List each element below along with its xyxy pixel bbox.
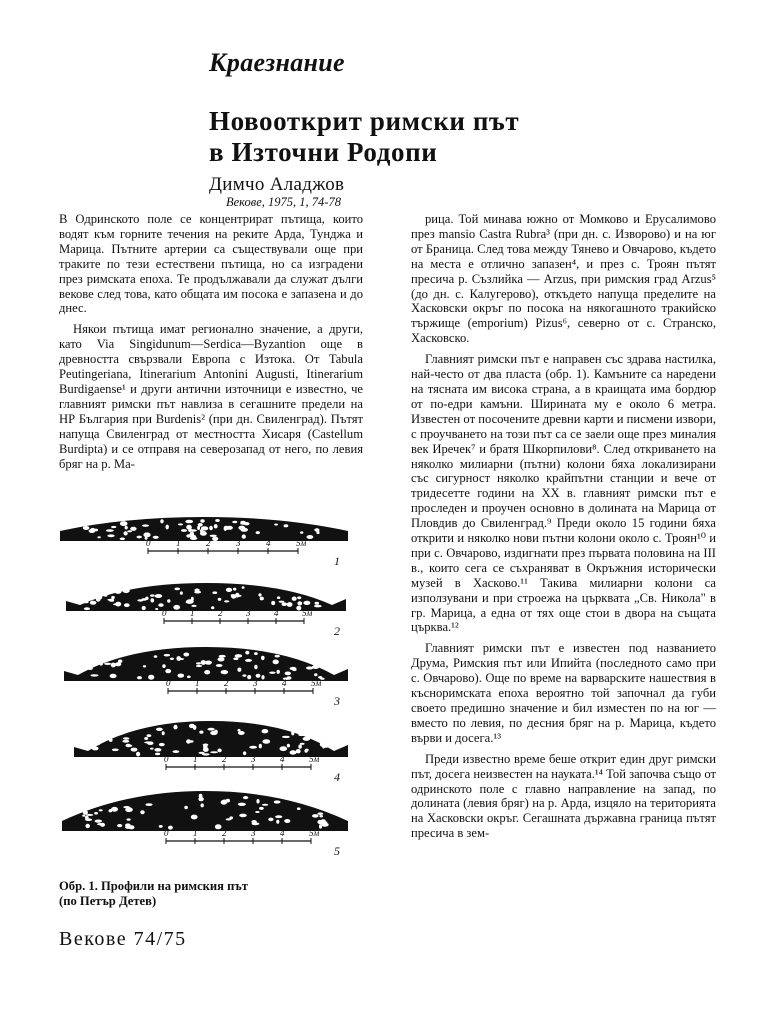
road-profile-4-stone [123,737,129,739]
road-profile-3-stone [277,670,280,674]
road-profile-1-stone [201,526,208,530]
road-profile-1-stone [97,536,100,538]
road-profile-4-stone [154,748,161,752]
scale-bar-label: 1 [176,538,181,548]
road-profile-2-stone [292,597,297,601]
scale-bar-label: 2 [222,754,227,764]
scale-bar-label: 4 [280,828,285,838]
road-profile-1-stone [307,535,314,539]
road-profile-4-stone [122,740,129,743]
road-profile-4-stone [92,746,99,750]
road-profile-4-stone [173,725,177,730]
road-profile-4-stone [298,745,302,749]
road-profile-5-stone [243,796,248,799]
road-profile-1-stone [142,524,149,526]
road-profile-1-stone [226,526,233,530]
road-profile-2-stone [151,598,155,602]
road-profile-4-stone [290,750,297,754]
road-profile-2-stone [142,606,146,610]
road-profile-2-stone [111,596,115,599]
road-profile-3-stone [261,675,264,679]
road-profile-5-stone [125,826,132,829]
road-profile-5-stone [229,816,233,819]
road-profile-3-stone [178,674,185,678]
road-profile-4-stone [305,749,309,752]
road-profile-3-stone [178,658,184,660]
road-profile-5-stone [117,824,122,827]
road-profile-4-stone [243,751,246,755]
scale-bar-label: 4 [266,538,271,548]
road-profile-2-stone [155,608,158,610]
road-profile-1-stone [124,531,128,535]
road-profile-3-stone [233,657,238,660]
road-profile-2-stone [104,594,108,597]
road-profile-3-stone [164,654,170,657]
road-profile-2-stone [277,596,280,599]
scale-bar-label: 5м [311,678,322,688]
road-profile-1-stone [166,525,169,530]
road-profile-3-stone [218,657,225,661]
road-profile-1-stone [200,519,204,522]
road-profile-3-stone [216,664,223,667]
paragraph: Главният римски път е известен под названието Друма, Римския път или Ипийта (последното само при с. Овчарово). Още по време на варварските нашествия в късноримската епоха вероятно той започнал да губи своето предишно значение и бил изместен по на юг — вместо по левия, по десния бряг на р. Марица, където върви и досега.¹³ [411,641,716,745]
scale-bar-label: 1 [190,608,195,618]
paragraph: рица. Той минава южно от Момково и Ерусалимово през mansio Castra Rubra³ (при дн. с. Изворово) и на юг от Браница. След това между Тяневo и Овчарово, където на места е отлично запазен⁴, и през с. Троян пътят пресича р. Съзлийка — Arzus, при римския град Arzus⁵ (до дн. с. Калугерово), откъдето напуща пределите на Хасковски окръг по посока на някогашното тракийско тържище (emporium) Pizus⁶, северно от с. Странско, Хасковско. [411,212,716,346]
road-profile-3-stone [183,653,189,657]
road-profile-3-stone [219,655,226,658]
road-profile-4-stone [218,749,222,753]
road-profile-3-stone [170,658,174,660]
road-profile-1-stone [106,529,114,532]
road-profile-5-stone [274,800,281,803]
road-profile-4-stone [189,724,195,728]
road-profile-2-stone [97,596,102,600]
road-profile-1-stone [111,526,116,528]
road-profile-5-stone [83,810,88,814]
scale-bar-label: 2 [206,538,211,548]
road-profile-4-stone [150,748,154,750]
road-profile-5-stone [97,823,103,825]
road-profile-5-stone [85,824,90,828]
road-profile-1-stone [130,527,136,531]
road-profile-5-stone [276,820,279,824]
road-profile-2-stone [123,588,130,593]
road-profile-3-stone [204,670,210,674]
scale-bar-label: 4 [282,678,287,688]
road-profile-3-stone [87,667,93,670]
road-profile-2-stone [191,597,194,601]
scale-bar-label: 3 [236,538,241,548]
road-profile-2-stone [212,591,217,594]
road-profile-3-stone [242,674,246,676]
road-profile-2-stone [258,593,261,596]
road-profile-4-stone [199,731,203,734]
scale-bar-label: 0 [162,608,167,618]
road-profile-4-stone [317,737,322,742]
scale-bar-label: 3 [251,828,256,838]
road-profile-2-stone [174,588,180,591]
road-profile-5-stone [284,819,290,823]
road-profile-5-stone [127,818,131,820]
scale-bar-label: 5м [302,608,313,618]
road-profile-3-stone [196,665,202,667]
road-profile-2-stone [191,605,196,607]
road-profile-1-stone [316,531,319,534]
road-profile-3-stone [287,676,292,680]
road-profile-3-stone [201,660,206,665]
road-profile-2-stone [233,588,236,591]
road-profile-3-stone [254,665,257,669]
road-profile-2-stone [90,601,97,605]
road-profile-3-stone [91,674,99,676]
road-profile-1-stone [160,519,163,523]
road-profile-5-stone [184,806,188,809]
road-profile-5-stone [198,797,203,801]
road-profile-5-stone [145,803,152,806]
road-profile-5-stone [319,824,322,829]
road-profile-4-stone [237,729,240,732]
scale-bar-label: 5м [309,828,320,838]
paragraph: Преди известно време беше открит един друг римски път, досега неизвестен на науката.¹⁴ Той започва също от одринското поле с главно направление на запад, по долината (левия бряг) на р. Арда, изцяло на територията на Хасковски окръг. Сегашната държавна граница пътят пресича в зем- [411,751,716,841]
road-profile-5-stone [222,800,227,803]
road-profile-5-stone [109,810,113,813]
road-profile-4-stone [199,752,205,754]
road-profile-2-stone [87,597,91,600]
road-profile-5-stone [159,825,163,828]
road-profile-4-stone [280,746,288,751]
scale-bar-label: 0 [146,538,151,548]
road-profile-2-stone [260,597,264,601]
road-profile-3-stone [187,676,191,679]
road-profile-2-stone [224,600,229,602]
road-profile-2-stone [180,591,183,594]
road-profile-3-stone [245,659,252,662]
road-profile-2-stone [282,602,288,606]
road-profile-4-stone [203,744,209,747]
road-profile-4-stone [159,743,165,746]
road-profile-4-stone [322,744,325,749]
road-profile-1-stone [200,531,207,536]
road-profile-5-stone [95,820,102,823]
page-footer: Векове 74/75 [59,928,187,950]
road-profile-4-stone [144,741,152,743]
road-profile-2-stone [155,594,163,598]
caption-line-2: (по Петър Детев) [59,894,157,908]
road-profile-2-stone [303,601,310,605]
scale-bar-label: 3 [253,678,258,688]
road-profile-4-stone [109,738,113,742]
road-profile-1-stone [186,525,192,530]
road-profile-4-stone [259,744,262,749]
road-profile-5-stone [239,814,247,818]
road-profile-3-stone [104,663,111,665]
road-profile-5-stone [94,812,98,815]
scale-bar-label: 2 [224,678,229,688]
road-profile-3-stone [275,655,280,658]
road-profile-2-stone [315,602,320,605]
road-profile-5-stone [168,826,173,830]
road-profile-1-stone [284,524,289,527]
right-column [411,212,716,847]
road-profile-1-stone [190,537,197,540]
road-profile-4-stone [238,731,245,735]
figure-caption [59,879,363,909]
road-profile-4-stone [287,744,290,748]
road-profile-2-stone [186,601,193,603]
road-profile-5-stone [262,804,269,806]
road-profile-4-stone [131,748,138,752]
road-profile-3-stone [221,670,229,674]
road-profile-5-stone [319,815,323,817]
road-profile-2-earth [66,583,346,611]
road-profile-1-stone [107,534,114,537]
road-profile-4-stone [162,731,165,735]
road-profile-5-stone [238,803,246,806]
road-profile-3-stone [285,672,291,676]
scale-bar-label: 5м [309,754,320,764]
road-profile-2-stone [271,601,275,605]
road-profile-3-stone [254,652,258,655]
road-profile-1-stone [240,522,246,525]
road-profile-2-stone [226,588,232,592]
road-profile-3-stone [148,675,154,680]
road-profile-3-stone [162,664,165,668]
road-profile-4-stone [129,745,133,747]
road-profile-4-stone [207,728,214,731]
road-profile-5-stone [321,823,329,827]
road-profile-3-stone [314,660,319,663]
road-profile-3-stone [137,676,142,679]
road-profile-4-stone [303,737,311,741]
road-profile-5-stone [268,818,273,822]
road-profile-2-stone [211,606,214,609]
left-column [59,212,363,477]
road-profile-5-stone [191,815,198,820]
road-profile-4-stone [291,731,294,736]
road-profile-1-stone [214,524,218,528]
scale-bar-label: 4 [274,608,279,618]
road-profile-2-stone [145,597,148,600]
road-profile-1-stone [198,523,203,527]
road-profile-4-stone [112,749,119,752]
road-profile-4-stone [155,753,160,756]
road-profile-2-stone [173,605,180,610]
article-author: Димчо Аладжов [209,174,345,195]
road-profile-1-stone [224,526,227,531]
article-title [209,106,709,168]
road-profile-1-stone [178,523,183,525]
road-profile-3-stone [154,655,158,658]
road-profile-2-stone [218,598,222,601]
road-profile-1-stone [137,536,142,539]
road-profile-1-stone [212,537,218,541]
road-profile-2-stone [115,589,122,594]
road-profile-4-stone [300,743,305,745]
scale-bar-label: 1 [195,678,200,688]
scale-bar-label: 1 [193,828,198,838]
road-profile-5-stone [215,824,222,829]
road-profile-1-stone [90,528,95,533]
road-profile-2-stone [242,586,245,589]
road-profile-5-stone [201,803,204,807]
road-profile-5-stone [321,819,326,822]
road-profile-4-stone [203,747,209,752]
road-profile-4-stone [173,750,180,753]
road-profile-4-stone [210,731,217,735]
road-profile-1-stone [153,536,159,539]
road-profile-3-stone [314,673,317,676]
road-profile-4-stone [186,739,191,743]
road-profile-5-stone [123,806,130,808]
profile-number: 1 [334,554,340,568]
road-profile-3-stone [111,663,116,668]
scale-bar-label: 0 [164,828,169,838]
road-profile-3-stone [245,651,249,655]
road-profile-4-stone [262,739,270,744]
profile-number: 5 [334,844,340,858]
road-profile-2-stone [287,602,293,607]
road-profile-4-stone [282,736,290,738]
road-profile-3-stone [100,662,103,666]
road-profile-2-stone [158,603,163,607]
scale-bar-label: 3 [251,754,256,764]
road-profile-1-stone [127,530,132,532]
paragraph: Главният римски път е направен със здрава настилка, най-често от два пласта (обр. 1). Камъните са наредени на тясната им висока страна, а в краищата има бордюр от по-едри камъни. Ширината му е около 6 метра. Известен от посочените древни карти и писмени извори, с проучването на този път са се заели още през миналия век Иречек⁷ и братя Шкорпилови⁸. След откриването на няколко милиарни (пътни) колони бяха локализирани със сигурност няколко крайпътни станции и вече от тридесетте години на XX в. главният римски път е проследен и проучен основно в долината на Марица от Пловдив до Свиленград.⁹ Преди около 15 години бяха открити и няколко нови пътни колони около с. Троян¹⁰ и при с. Овчарово, издигнати през първата половина на III в., които сега се съхраняват в Окръжния исторически музей в Хасково.¹¹ Такива милиарни колони са използувани и при строежа на църквата „Св. Никола" в гр. Марица, а една от тях още стои в двора на същата църква.¹² [411,352,716,635]
road-profile-3-stone [165,669,171,673]
scale-bar-label: 3 [246,608,251,618]
road-profile-1-stone [274,524,278,526]
road-profile-4-stone [249,746,257,749]
road-profile-2-stone [150,594,155,596]
road-profile-2-stone [83,601,88,603]
road-profile-3-stone [269,672,275,674]
road-profile-1-stone [232,521,237,523]
road-profile-1-stone [300,531,303,533]
road-profile-1-stone [125,526,128,530]
road-profile-5-stone [259,807,264,810]
road-profile-5-stone [255,811,259,813]
road-profile-1-stone [120,538,125,541]
scale-bar-label: 4 [280,754,285,764]
title-line-2: в Източни Родопи [209,137,438,167]
profile-number: 2 [334,624,340,638]
road-profile-5-stone [85,818,92,821]
paragraph: Някои пътища имат регионално значение, а други, като Via Singidunum—Serdica—Byzantion още в древността свързвали Европа с Изтока. От Tabula Peutingeriana, Itinerarium Antonini Augusti, Itinerarium Burdigaense¹ и други антични източници е известно, че главният римски път навлиза в сегашните предели на НР България при Burdenis² (при дн. Свиленград). Пътят напуща Свиленград от местността Хисаря (Castellum Burdipta) и се отправя на северозапад от него, по левия бряг на р. Ма- [59,322,363,471]
road-profile-3-stone [290,667,297,670]
road-profile-2-stone [167,599,170,602]
road-profile-3-stone [247,675,251,679]
road-profile-5-stone [256,799,259,804]
road-profile-5-stone [140,810,144,814]
road-profile-3-stone [235,654,243,658]
road-profile-4-stone [147,734,152,737]
scale-bar-label: 0 [166,678,171,688]
road-profile-5-stone [317,812,323,815]
road-profile-4-stone [136,752,140,757]
road-profile-3-stone [273,660,279,665]
road-profiles-figure [56,505,362,875]
road-profile-3-stone [320,665,324,667]
road-profile-2-stone [279,601,285,603]
road-profile-2-stone [297,601,302,605]
road-profile-2-stone [235,595,242,597]
road-profile-3-stone [237,668,241,672]
road-profile-5-stone [82,815,85,817]
road-profile-4-stone [298,734,304,737]
paragraph: В Одринското поле се концентрират пътища, които водят към горните течения на реките Арда, Тунджа и Марица. Пътните артерии са съществували още при траките по тези естествени пътища, но са изградени през римската епоха. Те продължавали да служат дълги векове след това, като общата им посока е запазена и до днес. [59,212,363,316]
road-profile-1-stone [185,520,193,524]
section-label: Краезнание [209,48,345,77]
road-profile-5-stone [275,815,282,818]
road-profile-1-stone [143,532,150,537]
road-profile-1-stone [215,519,220,522]
road-profile-5-stone [312,814,319,818]
road-profile-1-stone [190,532,195,537]
title-line-1: Новооткрит римски път [209,106,520,136]
scale-bar-label: 0 [164,754,169,764]
road-profile-2-stone [314,605,322,608]
road-profile-1-stone [181,529,187,532]
road-profile-2-stone [107,599,114,601]
road-profile-1-stone [209,526,213,531]
road-profile-1-stone [256,531,260,534]
road-profile-5-stone [252,822,256,825]
road-profile-2-stone [296,606,301,611]
article-source: Векове, 1975, 1, 74-78 [226,195,341,209]
road-profile-2-stone [194,591,201,594]
road-profile-4-stone [262,729,269,733]
scale-bar-label: 2 [222,828,227,838]
road-profile-3-stone [306,666,313,669]
road-profile-1-stone [242,534,246,538]
road-profile-4-stone [210,751,218,753]
road-profile-3-stone [196,662,201,664]
road-profile-2-stone [84,607,90,610]
road-profile-3-stone [115,662,121,666]
road-profile-3-stone [261,656,265,660]
road-profile-4-stone [156,728,163,731]
road-profile-1-stone [120,523,123,525]
scale-bar-label: 5м [296,538,307,548]
road-profile-2-stone [124,603,130,607]
road-profile-1-stone [238,526,245,530]
road-profile-4-stone [144,737,148,740]
road-profile-1-stone [83,526,90,530]
road-profile-3-stone [110,674,117,678]
profile-number: 3 [334,694,340,708]
road-profile-4-stone [94,743,100,745]
road-profile-5-stone [297,807,301,810]
road-profile-2-stone [297,596,301,599]
caption-line-1: Обр. 1. Профили на римския път [59,879,248,893]
road-profile-5-stone [99,809,103,811]
road-profile-1-stone [189,529,197,531]
scale-bar-label: 2 [218,608,223,618]
road-profile-2-stone [137,599,143,601]
profile-number: 4 [334,770,340,784]
road-profile-3-stone [143,665,146,667]
scale-bar-label: 1 [193,754,198,764]
road-profile-2-stone [115,602,121,607]
road-profiles-drawing [56,505,362,875]
